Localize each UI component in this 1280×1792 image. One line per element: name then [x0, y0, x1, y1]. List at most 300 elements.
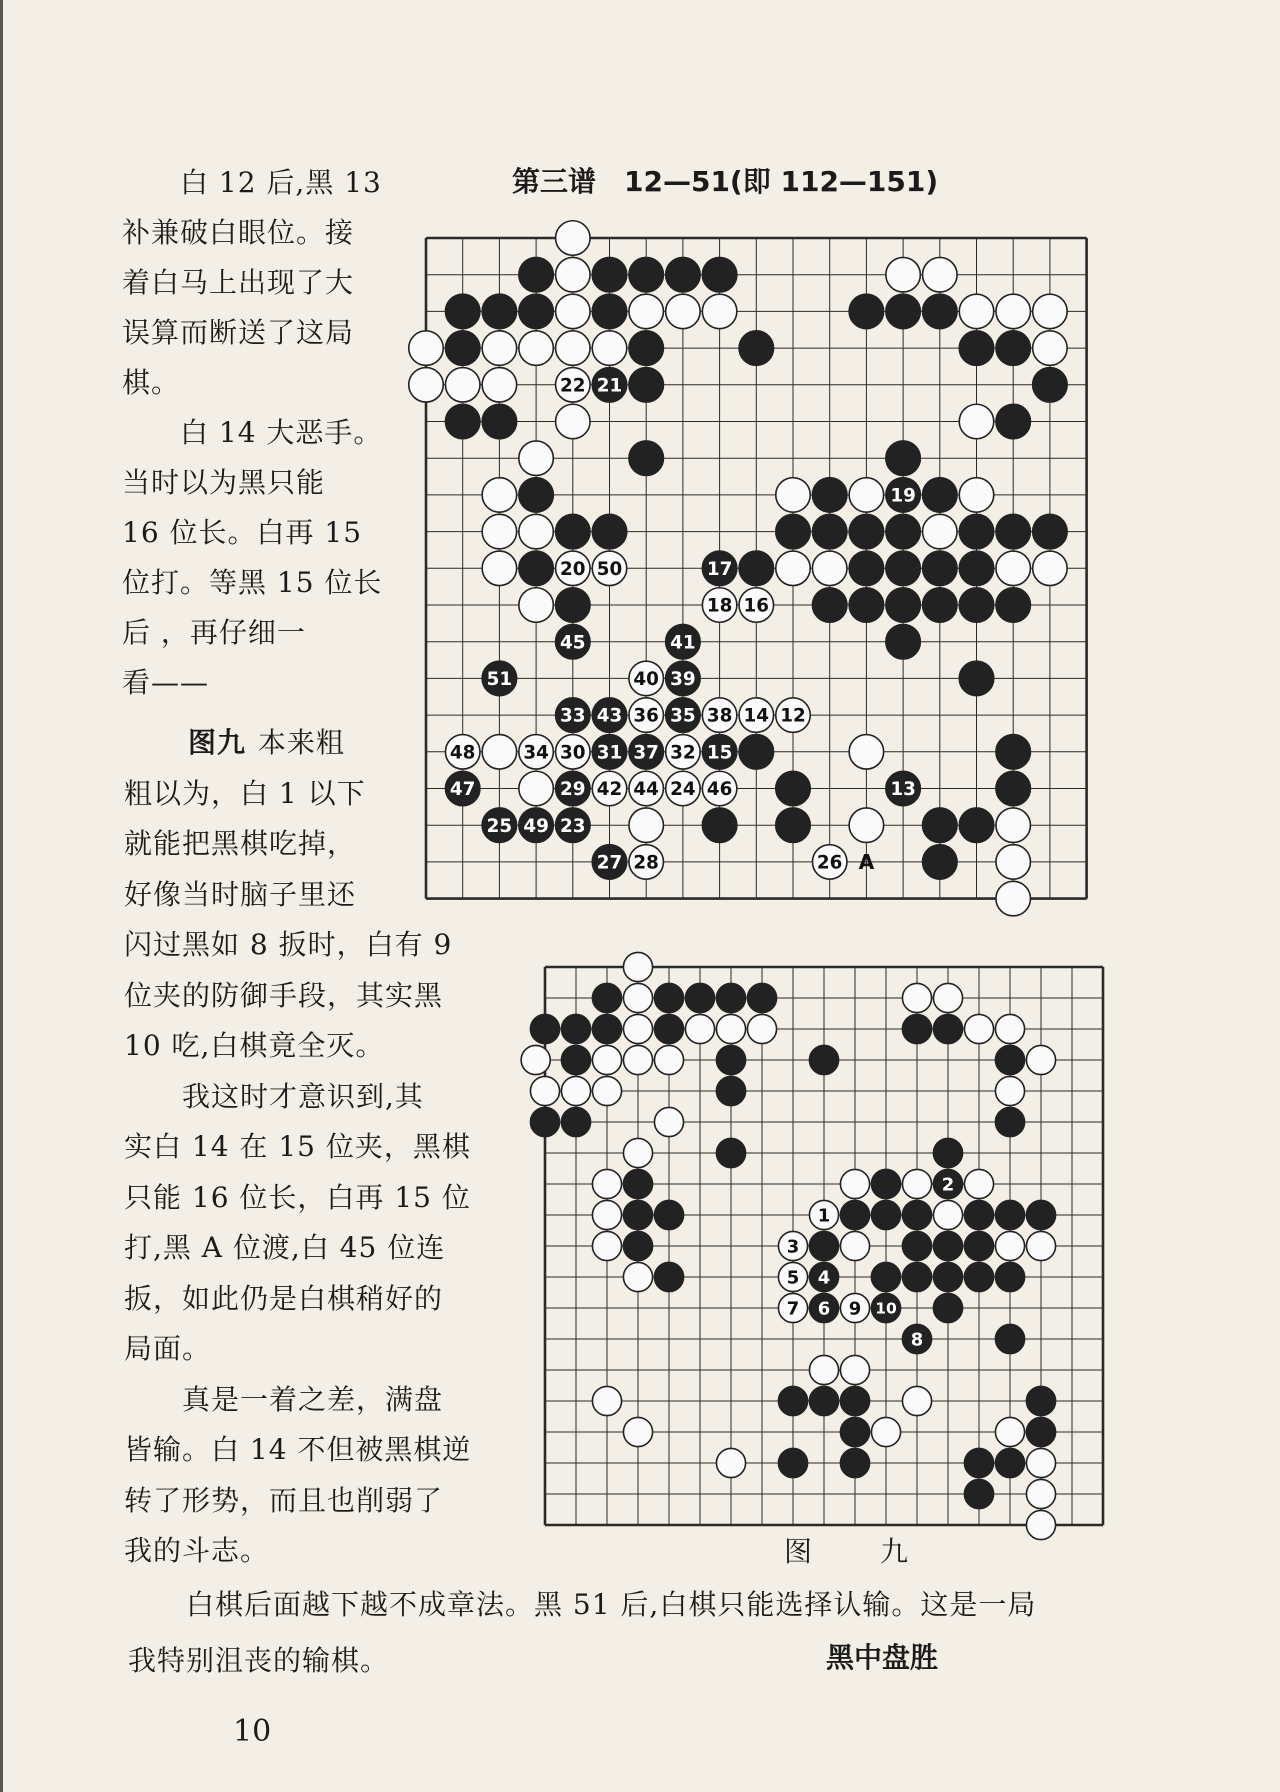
black-stone [809, 1262, 838, 1291]
move-number: 36 [633, 705, 659, 727]
black-stone [933, 1138, 962, 1167]
black-stone [561, 1107, 590, 1136]
black-stone [556, 698, 590, 732]
white-stone [592, 1231, 621, 1260]
black-stone [716, 1076, 745, 1105]
white-stone [519, 441, 553, 475]
black-stone [871, 1293, 900, 1322]
move-number: 34 [523, 742, 549, 764]
white-stone [666, 294, 700, 328]
black-stone [629, 331, 663, 365]
black-stone [592, 983, 621, 1012]
white-stone [556, 257, 590, 291]
black-stone [809, 1045, 838, 1074]
move-number: 38 [706, 705, 733, 727]
white-stone [1033, 294, 1067, 328]
move-number: 2 [941, 1174, 955, 1196]
text-line: 10 吃,白棋竟全灭。 [124, 1029, 385, 1062]
move-number: 49 [523, 815, 549, 837]
move-number: 40 [633, 669, 659, 691]
move-number: 50 [596, 558, 623, 580]
white-stone [933, 1200, 962, 1229]
game-result: 黑中盘胜 [826, 1641, 939, 1674]
black-stone [995, 1045, 1024, 1074]
white-stone [812, 845, 846, 879]
black-stone [902, 1262, 931, 1291]
move-number: 30 [560, 742, 586, 764]
white-stone [530, 1076, 559, 1105]
point-label-a: A [858, 850, 875, 875]
black-stone [702, 735, 736, 769]
move-number: 16 [743, 595, 770, 617]
black-stone [959, 661, 993, 695]
black-stone [886, 771, 920, 805]
move-number: 51 [486, 669, 513, 691]
black-stone [871, 1200, 900, 1229]
move-number: 20 [560, 558, 586, 580]
black-stone [623, 1169, 652, 1198]
text-line: 扳，如此仍是白棋稍好的 [124, 1281, 444, 1315]
go-board-figure-9 [543, 952, 1103, 1522]
white-stone [685, 1014, 714, 1043]
white-stone [849, 478, 883, 512]
move-number: 37 [633, 742, 659, 764]
black-stone [812, 514, 846, 548]
black-stone [629, 441, 663, 475]
text-line: 就能把黑棋吃掉， [124, 827, 357, 860]
black-stone [902, 1200, 931, 1229]
black-stone [482, 294, 516, 328]
page-number: 10 [233, 1714, 272, 1749]
black-stone [849, 294, 883, 328]
black-stone [702, 551, 736, 585]
black-stone [666, 698, 700, 732]
black-stone [840, 1200, 869, 1229]
white-stone [666, 771, 700, 805]
black-stone [776, 514, 810, 548]
black-stone [849, 551, 883, 585]
diagram-title: 第三谱 12—51(即 112—151) [512, 165, 939, 198]
black-stone [902, 1231, 931, 1260]
text-line: 打,黑 A 位渡,白 45 位连 [124, 1231, 446, 1264]
white-stone [556, 368, 590, 402]
move-number: 32 [670, 742, 696, 764]
white-stone [923, 514, 957, 548]
white-stone [556, 735, 590, 769]
white-stone [519, 331, 553, 365]
white-stone [556, 294, 590, 328]
white-stone [995, 1076, 1024, 1105]
black-stone [923, 478, 957, 512]
white-stone [716, 1448, 745, 1477]
white-stone [1026, 1448, 1055, 1477]
black-stone [886, 551, 920, 585]
black-stone [964, 1262, 993, 1291]
white-stone [1026, 1045, 1055, 1074]
white-stone [445, 735, 479, 769]
black-stone [933, 1262, 962, 1291]
white-stone [654, 1045, 683, 1074]
text-line: 实白 14 在 15 位夹，黑棋 [124, 1130, 471, 1163]
white-stone [702, 698, 736, 732]
black-stone [629, 735, 663, 769]
move-number: 25 [486, 815, 513, 837]
white-stone [778, 1293, 807, 1322]
white-stone [519, 514, 553, 548]
text-line: 我这时才意识到,其 [182, 1079, 424, 1113]
white-stone [519, 771, 553, 805]
move-number: 27 [596, 852, 623, 874]
white-stone [1026, 1510, 1055, 1539]
black-stone [1026, 1386, 1055, 1415]
black-stone [530, 1107, 559, 1136]
move-number: 31 [596, 742, 623, 764]
black-stone [445, 294, 479, 328]
white-stone [840, 1355, 869, 1384]
white-stone [739, 698, 773, 732]
white-stone [739, 588, 773, 622]
black-stone [556, 514, 590, 548]
text-line: 位夹的防御手段，其实黑 [124, 978, 444, 1012]
black-stone [556, 771, 590, 805]
black-stone [1026, 1200, 1055, 1229]
white-stone [995, 1417, 1024, 1446]
move-number: 48 [449, 742, 476, 764]
black-stone [739, 735, 773, 769]
white-stone [778, 1262, 807, 1291]
move-number: 15 [706, 742, 733, 764]
black-stone [445, 404, 479, 438]
black-stone [923, 845, 957, 879]
move-number: 47 [449, 779, 476, 801]
white-stone [629, 294, 663, 328]
text-line: 闪过黑如 8 扳时，白有 9 [124, 928, 453, 961]
white-stone [776, 698, 810, 732]
white-stone [776, 551, 810, 585]
black-stone [996, 514, 1030, 548]
white-stone [409, 331, 443, 365]
text-line: 粗以为，白 1 以下 [124, 776, 366, 810]
black-stone [995, 1324, 1024, 1353]
white-stone [445, 368, 479, 402]
move-number: 17 [706, 558, 733, 580]
black-stone [964, 1231, 993, 1260]
black-stone [519, 478, 553, 512]
text-line: 我的斗志。 [124, 1534, 270, 1567]
move-number: 29 [560, 779, 586, 801]
white-stone [629, 808, 663, 842]
black-stone [923, 808, 957, 842]
black-stone [739, 551, 773, 585]
black-stone [923, 588, 957, 622]
black-stone [556, 808, 590, 842]
black-stone [666, 661, 700, 695]
text-line: 我特别沮丧的输棋。 [128, 1644, 390, 1677]
black-stone [592, 698, 626, 732]
white-stone [482, 478, 516, 512]
move-number: 44 [633, 779, 659, 801]
black-stone [556, 624, 590, 658]
text-line: 后 ，再仔细一 [122, 616, 306, 649]
black-stone [702, 257, 736, 291]
black-stone [923, 294, 957, 328]
move-number: 18 [706, 595, 733, 617]
black-stone [886, 478, 920, 512]
white-stone [747, 1014, 776, 1043]
black-stone [1026, 1417, 1055, 1446]
black-stone [716, 1138, 745, 1167]
black-stone [592, 514, 626, 548]
white-stone [409, 368, 443, 402]
text-line: 位打。等黑 15 位长 [122, 566, 383, 599]
white-stone [849, 808, 883, 842]
black-stone [996, 588, 1030, 622]
black-stone [840, 1417, 869, 1446]
white-stone [592, 1169, 621, 1198]
move-number: 33 [560, 705, 586, 727]
black-stone [964, 1448, 993, 1477]
black-stone [959, 331, 993, 365]
black-stone [959, 551, 993, 585]
white-stone [592, 331, 626, 365]
black-stone [561, 1045, 590, 1074]
move-number: 35 [670, 705, 696, 727]
white-stone [809, 1200, 838, 1229]
white-stone [933, 983, 962, 1012]
figure-9-heading: 图九 [188, 726, 247, 759]
white-stone [592, 1200, 621, 1229]
move-number: 45 [560, 632, 586, 654]
black-stone [996, 404, 1030, 438]
black-stone [445, 331, 479, 365]
white-stone [1026, 1479, 1055, 1508]
white-stone [702, 294, 736, 328]
black-stone [995, 1448, 1024, 1477]
white-stone [592, 1076, 621, 1105]
black-stone [995, 1107, 1024, 1136]
text-line: 16 位长。白再 15 [122, 516, 363, 549]
black-stone [482, 404, 516, 438]
white-stone [592, 771, 626, 805]
white-stone [623, 1138, 652, 1167]
move-number: 1 [817, 1205, 831, 1227]
move-number: 6 [817, 1298, 831, 1320]
text-line: 白 12 后,黑 13 [180, 166, 382, 199]
move-number: 3 [786, 1236, 800, 1258]
move-number: 43 [596, 705, 623, 727]
move-number: 26 [816, 852, 843, 874]
text-line: 转了形势，而且也削弱了 [124, 1483, 444, 1517]
text-line: 局面。 [124, 1332, 212, 1365]
black-stone [654, 983, 683, 1012]
white-stone [482, 735, 516, 769]
text-line: 白 14 大恶手。 [180, 416, 383, 449]
white-stone [959, 294, 993, 328]
move-number: 24 [670, 779, 696, 801]
black-stone [1033, 514, 1067, 548]
white-stone [923, 257, 957, 291]
black-stone [629, 368, 663, 402]
black-stone [716, 983, 745, 1012]
black-stone [933, 1014, 962, 1043]
black-stone [812, 588, 846, 622]
black-stone [849, 514, 883, 548]
white-stone [623, 952, 652, 981]
black-stone [519, 551, 553, 585]
black-stone [482, 808, 516, 842]
black-stone [747, 983, 776, 1012]
white-stone [902, 1386, 931, 1415]
black-stone [809, 1231, 838, 1260]
black-stone [519, 257, 553, 291]
white-stone [482, 331, 516, 365]
white-stone [482, 514, 516, 548]
black-stone [776, 771, 810, 805]
white-stone [1033, 551, 1067, 585]
black-stone [871, 1169, 900, 1198]
black-stone [592, 257, 626, 291]
white-stone [623, 983, 652, 1012]
black-stone [702, 808, 736, 842]
move-number: 23 [560, 815, 586, 837]
white-stone [1026, 1231, 1055, 1260]
move-number: 13 [890, 779, 916, 801]
text-line: 看—— [122, 666, 210, 699]
white-stone [902, 983, 931, 1012]
move-number: 21 [596, 375, 623, 397]
black-stone [871, 1262, 900, 1291]
white-stone [629, 661, 663, 695]
white-stone [809, 1355, 838, 1384]
white-stone [959, 404, 993, 438]
move-number: 10 [875, 1299, 897, 1318]
black-stone [592, 735, 626, 769]
black-stone [995, 1262, 1024, 1291]
black-stone [778, 1448, 807, 1477]
white-stone [629, 771, 663, 805]
black-stone [685, 983, 714, 1012]
black-stone [666, 624, 700, 658]
white-stone [886, 257, 920, 291]
white-stone [519, 735, 553, 769]
black-stone [716, 1045, 745, 1074]
white-stone [716, 1014, 745, 1043]
move-number: 12 [780, 705, 806, 727]
white-stone [666, 735, 700, 769]
black-stone [445, 771, 479, 805]
black-stone [902, 1324, 931, 1353]
white-stone [840, 1231, 869, 1260]
white-stone [556, 551, 590, 585]
text-line: 皆输。白 14 不但被黑棋逆 [124, 1433, 472, 1466]
white-stone [702, 588, 736, 622]
black-stone [654, 1200, 683, 1229]
white-stone [996, 881, 1030, 915]
move-number: 19 [890, 485, 916, 507]
white-stone [995, 1231, 1024, 1260]
text-line: 当时以为黑只能 [122, 466, 326, 499]
white-stone [623, 1417, 652, 1446]
black-stone [592, 294, 626, 328]
black-stone [623, 1231, 652, 1260]
black-stone [995, 1200, 1024, 1229]
black-stone [933, 1231, 962, 1260]
black-stone [996, 735, 1030, 769]
black-stone [519, 808, 553, 842]
move-number: 41 [670, 632, 696, 654]
white-stone [482, 368, 516, 402]
black-stone [964, 1200, 993, 1229]
white-stone [840, 1169, 869, 1198]
white-stone [812, 551, 846, 585]
black-stone [592, 1014, 621, 1043]
white-stone [519, 588, 553, 622]
move-number: 46 [706, 779, 733, 801]
go-board-main [424, 221, 1094, 911]
white-stone [556, 404, 590, 438]
white-stone [654, 1107, 683, 1136]
black-stone [902, 1014, 931, 1043]
white-stone [592, 1386, 621, 1415]
black-stone [623, 1200, 652, 1229]
white-stone [482, 551, 516, 585]
black-stone [530, 1014, 559, 1043]
black-stone [959, 514, 993, 548]
white-stone [871, 1417, 900, 1446]
white-stone [521, 1045, 550, 1074]
black-stone [923, 551, 957, 585]
white-stone [902, 1169, 931, 1198]
white-stone [964, 1169, 993, 1198]
white-stone [592, 1045, 621, 1074]
black-stone [886, 514, 920, 548]
black-stone [561, 1014, 590, 1043]
move-number: 22 [560, 375, 586, 397]
page-spine-edge [0, 0, 3, 1792]
black-stone [482, 661, 516, 695]
text-line: 好像当时脑子里还 [124, 877, 357, 911]
text-line: 误算而断送了这局 [122, 316, 355, 349]
black-stone [996, 331, 1030, 365]
white-stone [776, 478, 810, 512]
black-stone [654, 1014, 683, 1043]
text-line: 白棋后面越下越不成章法。黑 51 后,白棋只能选择认输。这是一局 [186, 1588, 1037, 1621]
black-stone [886, 294, 920, 328]
black-stone [849, 588, 883, 622]
black-stone [556, 588, 590, 622]
black-stone [592, 845, 626, 879]
move-number: 14 [743, 705, 770, 727]
black-stone [933, 1169, 962, 1198]
black-stone [996, 771, 1030, 805]
move-number: 4 [817, 1267, 831, 1289]
black-stone [840, 1386, 869, 1415]
white-stone [959, 478, 993, 512]
white-stone [995, 1014, 1024, 1043]
black-stone [886, 624, 920, 658]
black-stone [778, 1386, 807, 1415]
white-stone [592, 551, 626, 585]
text-line: 补兼破白眼位。接 [122, 216, 355, 249]
white-stone [623, 1262, 652, 1291]
black-stone [629, 257, 663, 291]
black-stone [654, 1262, 683, 1291]
black-stone [959, 588, 993, 622]
black-stone [739, 331, 773, 365]
white-stone [1033, 331, 1067, 365]
white-stone [561, 1076, 590, 1105]
black-stone [959, 808, 993, 842]
